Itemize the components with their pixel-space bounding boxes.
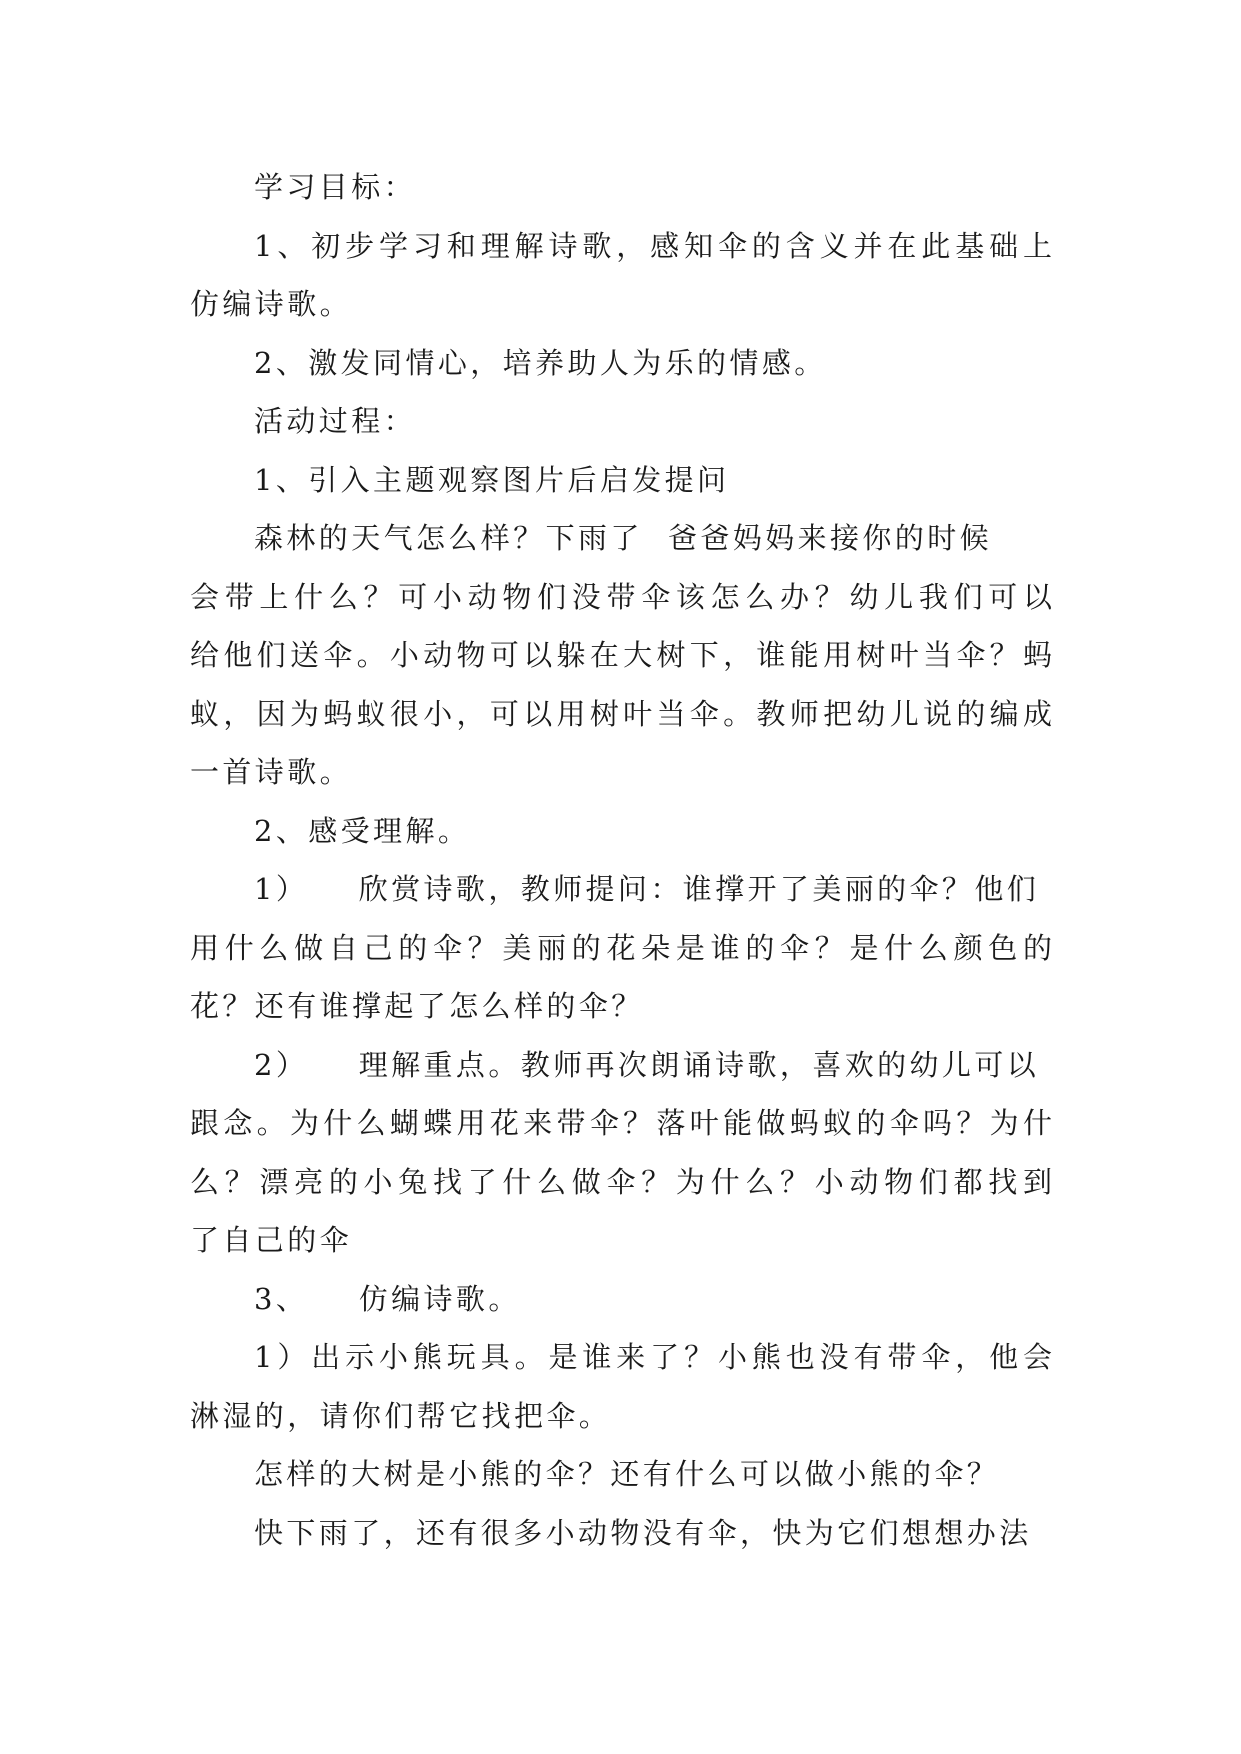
heading-learning-goals: 学习目标： (254, 170, 417, 204)
heading-activity-process: 活动过程： (254, 404, 417, 438)
paragraph-line: 1、初步学习和理解诗歌，感知伞的含义并在此基础上 (254, 228, 1052, 263)
paragraph-line: 一首诗歌。 (190, 755, 353, 789)
paragraph-line: 2） 理解重点。教师再次朗诵诗歌，喜欢的幼儿可以 (254, 1047, 1040, 1082)
paragraph-line: 了自己的伞 (190, 1223, 353, 1257)
paragraph-line: 2、感受理解。 (254, 813, 471, 848)
document-body (190, 158, 1052, 1562)
paragraph-line: 1） 欣赏诗歌，教师提问：谁撑开了美丽的伞？他们 (254, 872, 1040, 906)
paragraph-line: 用什么做自己的伞？美丽的花朵是谁的伞？是什么颜色的 (190, 930, 1052, 965)
paragraph-line: 森林的天气怎么样？下雨了 爸爸妈妈来接你的时候 (254, 521, 993, 555)
paragraph-line: 怎样的大树是小熊的伞？还有什么可以做小熊的伞？ (254, 1457, 1000, 1491)
paragraph-line: 淋湿的，请你们帮它找把伞。 (190, 1398, 612, 1433)
paragraph-line: 仿编诗歌。 (190, 287, 353, 321)
paragraph-line: 花？还有谁撑起了怎么样的伞？ (190, 989, 644, 1023)
paragraph-line: 跟念。为什么蝴蝶用花来带伞？落叶能做蚂蚁的伞吗？为什 (190, 1106, 1052, 1140)
paragraph-line: 1、引入主题观察图片后启发提问 (254, 462, 730, 497)
paragraph-line: 会带上什么？可小动物们没带伞该怎么办？幼儿我们可以 (190, 579, 1052, 614)
paragraph-line: 么？漂亮的小兔找了什么做伞？为什么？小动物们都找到 (190, 1164, 1052, 1199)
paragraph-line: 给他们送伞。小动物可以躲在大树下，谁能用树叶当伞？蚂 (190, 638, 1052, 672)
paragraph-line: 1）出示小熊玩具。是谁来了？小熊也没有带伞，他会 (254, 1340, 1052, 1374)
paragraph-line: 蚁，因为蚂蚁很小，可以用树叶当伞。教师把幼儿说的编成 (190, 696, 1052, 731)
paragraph-line: 3、 仿编诗歌。 (254, 1281, 521, 1316)
paragraph-line: 快下雨了，还有很多小动物没有伞，快为它们想想办法 (254, 1515, 1032, 1550)
paragraph-line: 2、激发同情心，培养助人为乐的情感。 (254, 345, 827, 380)
